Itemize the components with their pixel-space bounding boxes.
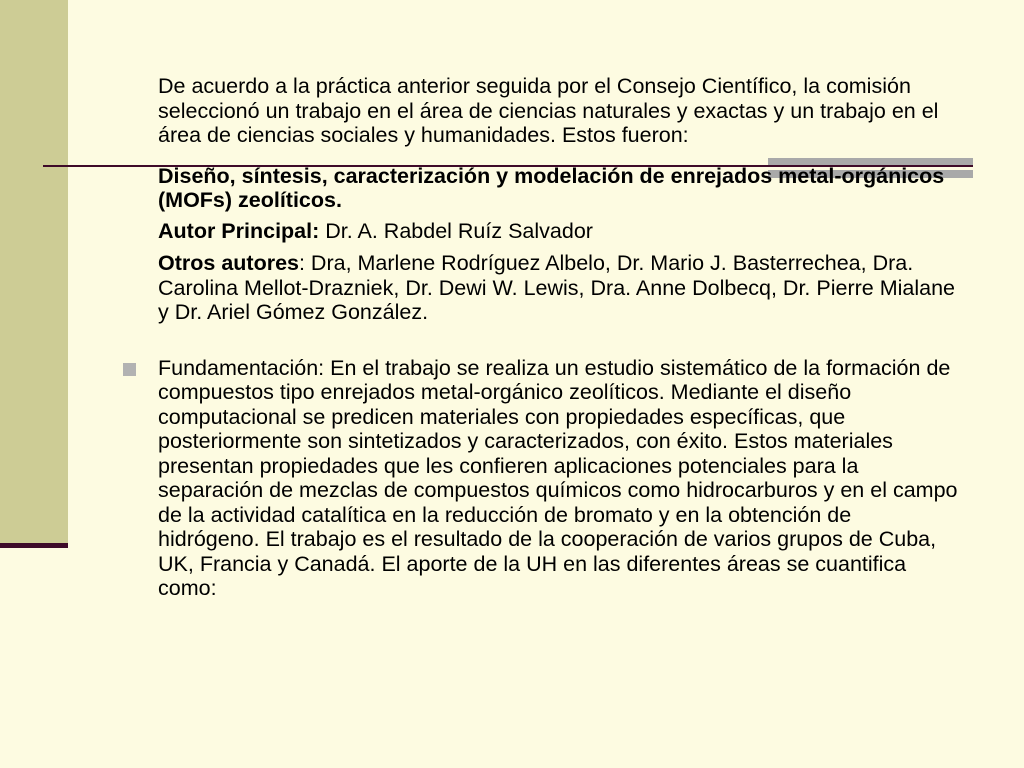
fundamentacion-text: Fundamentación: En el trabajo se realiza un estudio sistemático de la formación de compuestos tipo enrejados metal-orgánico zeolíticos. Mediante el diseño computacional se predicen materiales con propiedades específicas, que posteriormente son sintetizados y caracterizados, con éxito. Estos materiales presentan propiedades que les confieren aplicaciones potenciales para la separación de mezclas de compuestos químicos como hidrocarburos y en el campo de la actividad catalítica en la reducción de bromato y en la obtención de hidrógeno. El trabajo es el resultado de la cooperación de varios grupos de Cuba, UK, Francia y Canadá. El aporte de la UH en las diferentes áreas se cuantifica como: [158,355,958,600]
slide-content [158,74,958,601]
intro-paragraph: De acuerdo a la práctica anterior seguida por el Consejo Científico, la comisión seleccionó un trabajo en el área de ciencias naturales y exactas y un trabajo en el área de ciencias sociales y humanidades. Estos fueron: [158,74,939,147]
main-author [158,219,958,244]
fundamentacion-bullet [158,356,958,601]
side-rule-decoration [0,543,68,548]
square-bullet-icon [123,363,136,376]
work-title: Diseño, síntesis, caracterización y modelación de enrejados metal-orgánicos (MOFs) zeolíticos. [158,163,945,212]
side-band-decoration [0,0,68,545]
other-authors [158,251,958,325]
main-author-label: Autor Principal: [158,218,320,243]
other-authors-label: Otros autores [158,251,299,275]
other-authors-value: : Dra, Marlene Rodríguez Albelo, Dr. Mario J. Basterrechea, Dra. Carolina Mellot-Drazniek, Dr. Dewi W. Lewis, Dra. Anne Dolbecq, Dr. Pierre Mialane y Dr. Ariel Gómez González. [158,251,955,324]
main-author-value: Dr. A. Rabdel Ruíz Salvador [325,218,593,243]
